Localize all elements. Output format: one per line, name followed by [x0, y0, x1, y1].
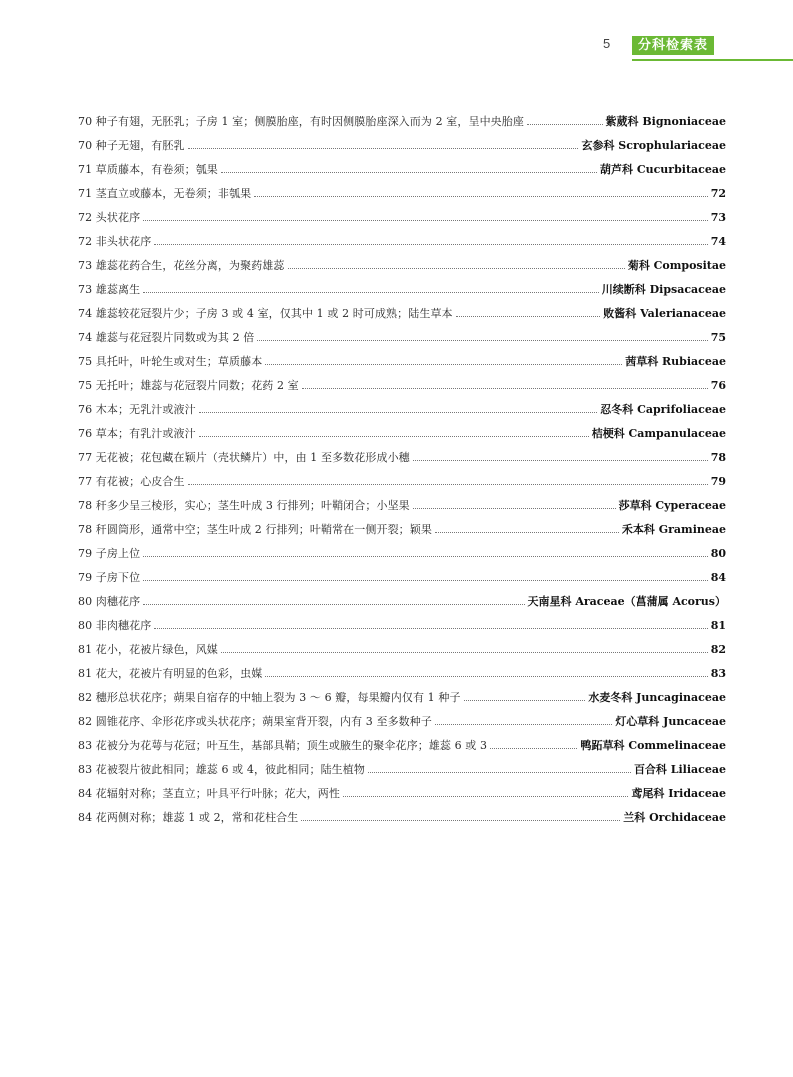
key-text: 72 非头状花序	[78, 235, 152, 248]
key-result: 天南星科 Araceae（菖蒲属 Acorus）	[527, 595, 726, 608]
key-row	[78, 806, 726, 830]
key-text: 75 具托叶，叶轮生或对生；草质藤本	[78, 355, 263, 368]
key-result: 忍冬科 Caprifoliaceae	[600, 403, 726, 416]
key-row	[78, 278, 726, 302]
key-text: 79 子房上位	[78, 547, 141, 560]
key-result: 败酱科 Valerianaceae	[603, 307, 726, 320]
key-text: 78 秆圆筒形，通常中空；茎生叶成 2 行排列；叶鞘常在一侧开裂；颖果	[78, 523, 432, 536]
dot-leader	[188, 483, 708, 485]
key-text: 71 草质藤本，有卷须；瓠果	[78, 163, 218, 176]
key-result: 葫芦科 Cucurbitaceae	[600, 163, 726, 176]
key-text: 77 有花被；心皮合生	[78, 475, 185, 488]
key-result: 83	[710, 667, 726, 680]
key-row	[78, 110, 726, 134]
page-number: 5	[603, 36, 611, 51]
key-row	[78, 158, 726, 182]
key-row	[78, 590, 726, 614]
key-row	[78, 422, 726, 446]
key-row	[78, 542, 726, 566]
dot-leader	[413, 507, 616, 509]
key-row	[78, 566, 726, 590]
key-row	[78, 302, 726, 326]
dot-leader	[199, 411, 598, 413]
key-row	[78, 254, 726, 278]
key-row	[78, 398, 726, 422]
key-result: 桔梗科 Campanulaceae	[591, 427, 726, 440]
dot-leader	[413, 459, 708, 461]
key-row	[78, 518, 726, 542]
key-result: 紫葳科 Bignoniaceae	[605, 115, 726, 128]
key-text: 72 头状花序	[78, 211, 141, 224]
key-row	[78, 638, 726, 662]
key-result: 78	[710, 451, 726, 464]
key-result: 兰科 Orchidaceae	[623, 811, 726, 824]
key-text: 80 肉穗花序	[78, 595, 141, 608]
dot-leader	[221, 651, 708, 653]
page-header	[0, 0, 793, 70]
key-row	[78, 182, 726, 206]
dot-leader	[301, 819, 620, 821]
key-result: 73	[710, 211, 726, 224]
dot-leader	[143, 291, 599, 293]
key-result: 禾本科 Gramineae	[621, 523, 726, 536]
key-result: 水麦冬科 Juncaginaceae	[588, 691, 726, 704]
key-text: 79 子房下位	[78, 571, 141, 584]
key-result: 灯心草科 Juncaceae	[615, 715, 726, 728]
key-text: 70 种子无翅，有胚乳	[78, 139, 185, 152]
key-result: 鸭跖草科 Commelinaceae	[580, 739, 726, 752]
key-text: 83 花被分为花萼与花冠；叶互生，基部具鞘；顶生或腋生的聚伞花序；雄蕊 6 或 3	[78, 739, 488, 752]
dot-leader	[435, 531, 619, 533]
key-result: 72	[710, 187, 726, 200]
dot-leader	[143, 219, 707, 221]
key-text: 83 花被裂片彼此相同；雄蕊 6 或 4，彼此相同；陆生植物	[78, 763, 365, 776]
dot-leader	[456, 315, 601, 317]
key-text: 81 花大，花被片有明显的色彩，虫媒	[78, 667, 263, 680]
header-rule	[632, 59, 793, 61]
dot-leader	[188, 147, 579, 149]
key-result: 82	[710, 643, 726, 656]
key-text: 71 茎直立或藤本，无卷须；非瓠果	[78, 187, 252, 200]
key-row	[78, 134, 726, 158]
key-result: 79	[710, 475, 726, 488]
key-text: 75 无托叶；雄蕊与花冠裂片同数；花药 2 室	[78, 379, 299, 392]
key-text: 76 木本；无乳汁或液汁	[78, 403, 196, 416]
dot-leader	[257, 339, 707, 341]
identification-key-list	[78, 110, 726, 830]
key-text: 73 雄蕊离生	[78, 283, 141, 296]
key-row	[78, 710, 726, 734]
dot-leader	[143, 579, 707, 581]
key-result: 玄参科 Scrophulariaceae	[581, 139, 726, 152]
key-row	[78, 374, 726, 398]
dot-leader	[143, 603, 524, 605]
key-result: 81	[710, 619, 726, 632]
dot-leader	[288, 267, 625, 269]
key-result: 茜草科 Rubiaceae	[625, 355, 726, 368]
key-text: 84 花两侧对称；雄蕊 1 或 2，常和花柱合生	[78, 811, 299, 824]
dot-leader	[435, 723, 612, 725]
key-row	[78, 734, 726, 758]
key-row	[78, 446, 726, 470]
key-text: 76 草本；有乳汁或液汁	[78, 427, 196, 440]
key-text: 82 穗形总状花序；蒴果自宿存的中轴上裂为 3 ～ 6 瓣，每果瓣内仅有 1 种子	[78, 691, 461, 704]
key-text: 70 种子有翅，无胚乳；子房 1 室；侧膜胎座，有时因侧膜胎座深入而为 2 室，呈中央胎座	[78, 115, 524, 128]
key-result: 川续断科 Dipsacaceae	[601, 283, 726, 296]
dot-leader	[490, 747, 577, 749]
key-row	[78, 350, 726, 374]
key-text: 74 雄蕊与花冠裂片同数或为其 2 倍	[78, 331, 255, 344]
dot-leader	[254, 195, 707, 197]
key-row	[78, 782, 726, 806]
dot-leader	[199, 435, 589, 437]
dot-leader	[368, 771, 631, 773]
dot-leader	[343, 795, 628, 797]
key-row	[78, 686, 726, 710]
key-result: 74	[710, 235, 726, 248]
dot-leader	[464, 699, 586, 701]
dot-leader	[154, 243, 707, 245]
key-text: 78 秆多少呈三棱形，实心；茎生叶成 3 行排列；叶鞘闭合；小坚果	[78, 499, 410, 512]
key-result: 菊科 Compositae	[627, 259, 726, 272]
key-result: 百合科 Liliaceae	[633, 763, 726, 776]
key-result: 莎草科 Cyperaceae	[618, 499, 726, 512]
dot-leader	[154, 627, 707, 629]
key-result: 76	[710, 379, 726, 392]
key-row	[78, 494, 726, 518]
dot-leader	[527, 123, 603, 125]
key-row	[78, 662, 726, 686]
key-row	[78, 206, 726, 230]
dot-leader	[143, 555, 707, 557]
key-result: 75	[710, 331, 726, 344]
key-text: 82 圆锥花序、伞形花序或头状花序；蒴果室背开裂，内有 3 至多数种子	[78, 715, 432, 728]
dot-leader	[265, 675, 707, 677]
section-title-badge: 分科检索表	[632, 36, 714, 55]
dot-leader	[265, 363, 622, 365]
key-text: 84 花辐射对称；茎直立；叶具平行叶脉；花大，两性	[78, 787, 340, 800]
key-text: 81 花小，花被片绿色，风媒	[78, 643, 218, 656]
key-text: 74 雄蕊较花冠裂片少；子房 3 或 4 室，仅其中 1 或 2 时可成熟；陆生草本	[78, 307, 453, 320]
key-row	[78, 326, 726, 350]
dot-leader	[221, 171, 597, 173]
key-text: 77 无花被；花包藏在颖片（壳状鳞片）中，由 1 至多数花形成小穗	[78, 451, 410, 464]
key-row	[78, 758, 726, 782]
key-text: 73 雄蕊花药合生，花丝分离，为聚药雄蕊	[78, 259, 285, 272]
key-row	[78, 470, 726, 494]
key-result: 80	[710, 547, 726, 560]
key-result: 84	[710, 571, 726, 584]
dot-leader	[302, 387, 708, 389]
key-row	[78, 230, 726, 254]
key-result: 鸢尾科 Iridaceae	[631, 787, 726, 800]
key-text: 80 非肉穗花序	[78, 619, 152, 632]
key-row	[78, 614, 726, 638]
